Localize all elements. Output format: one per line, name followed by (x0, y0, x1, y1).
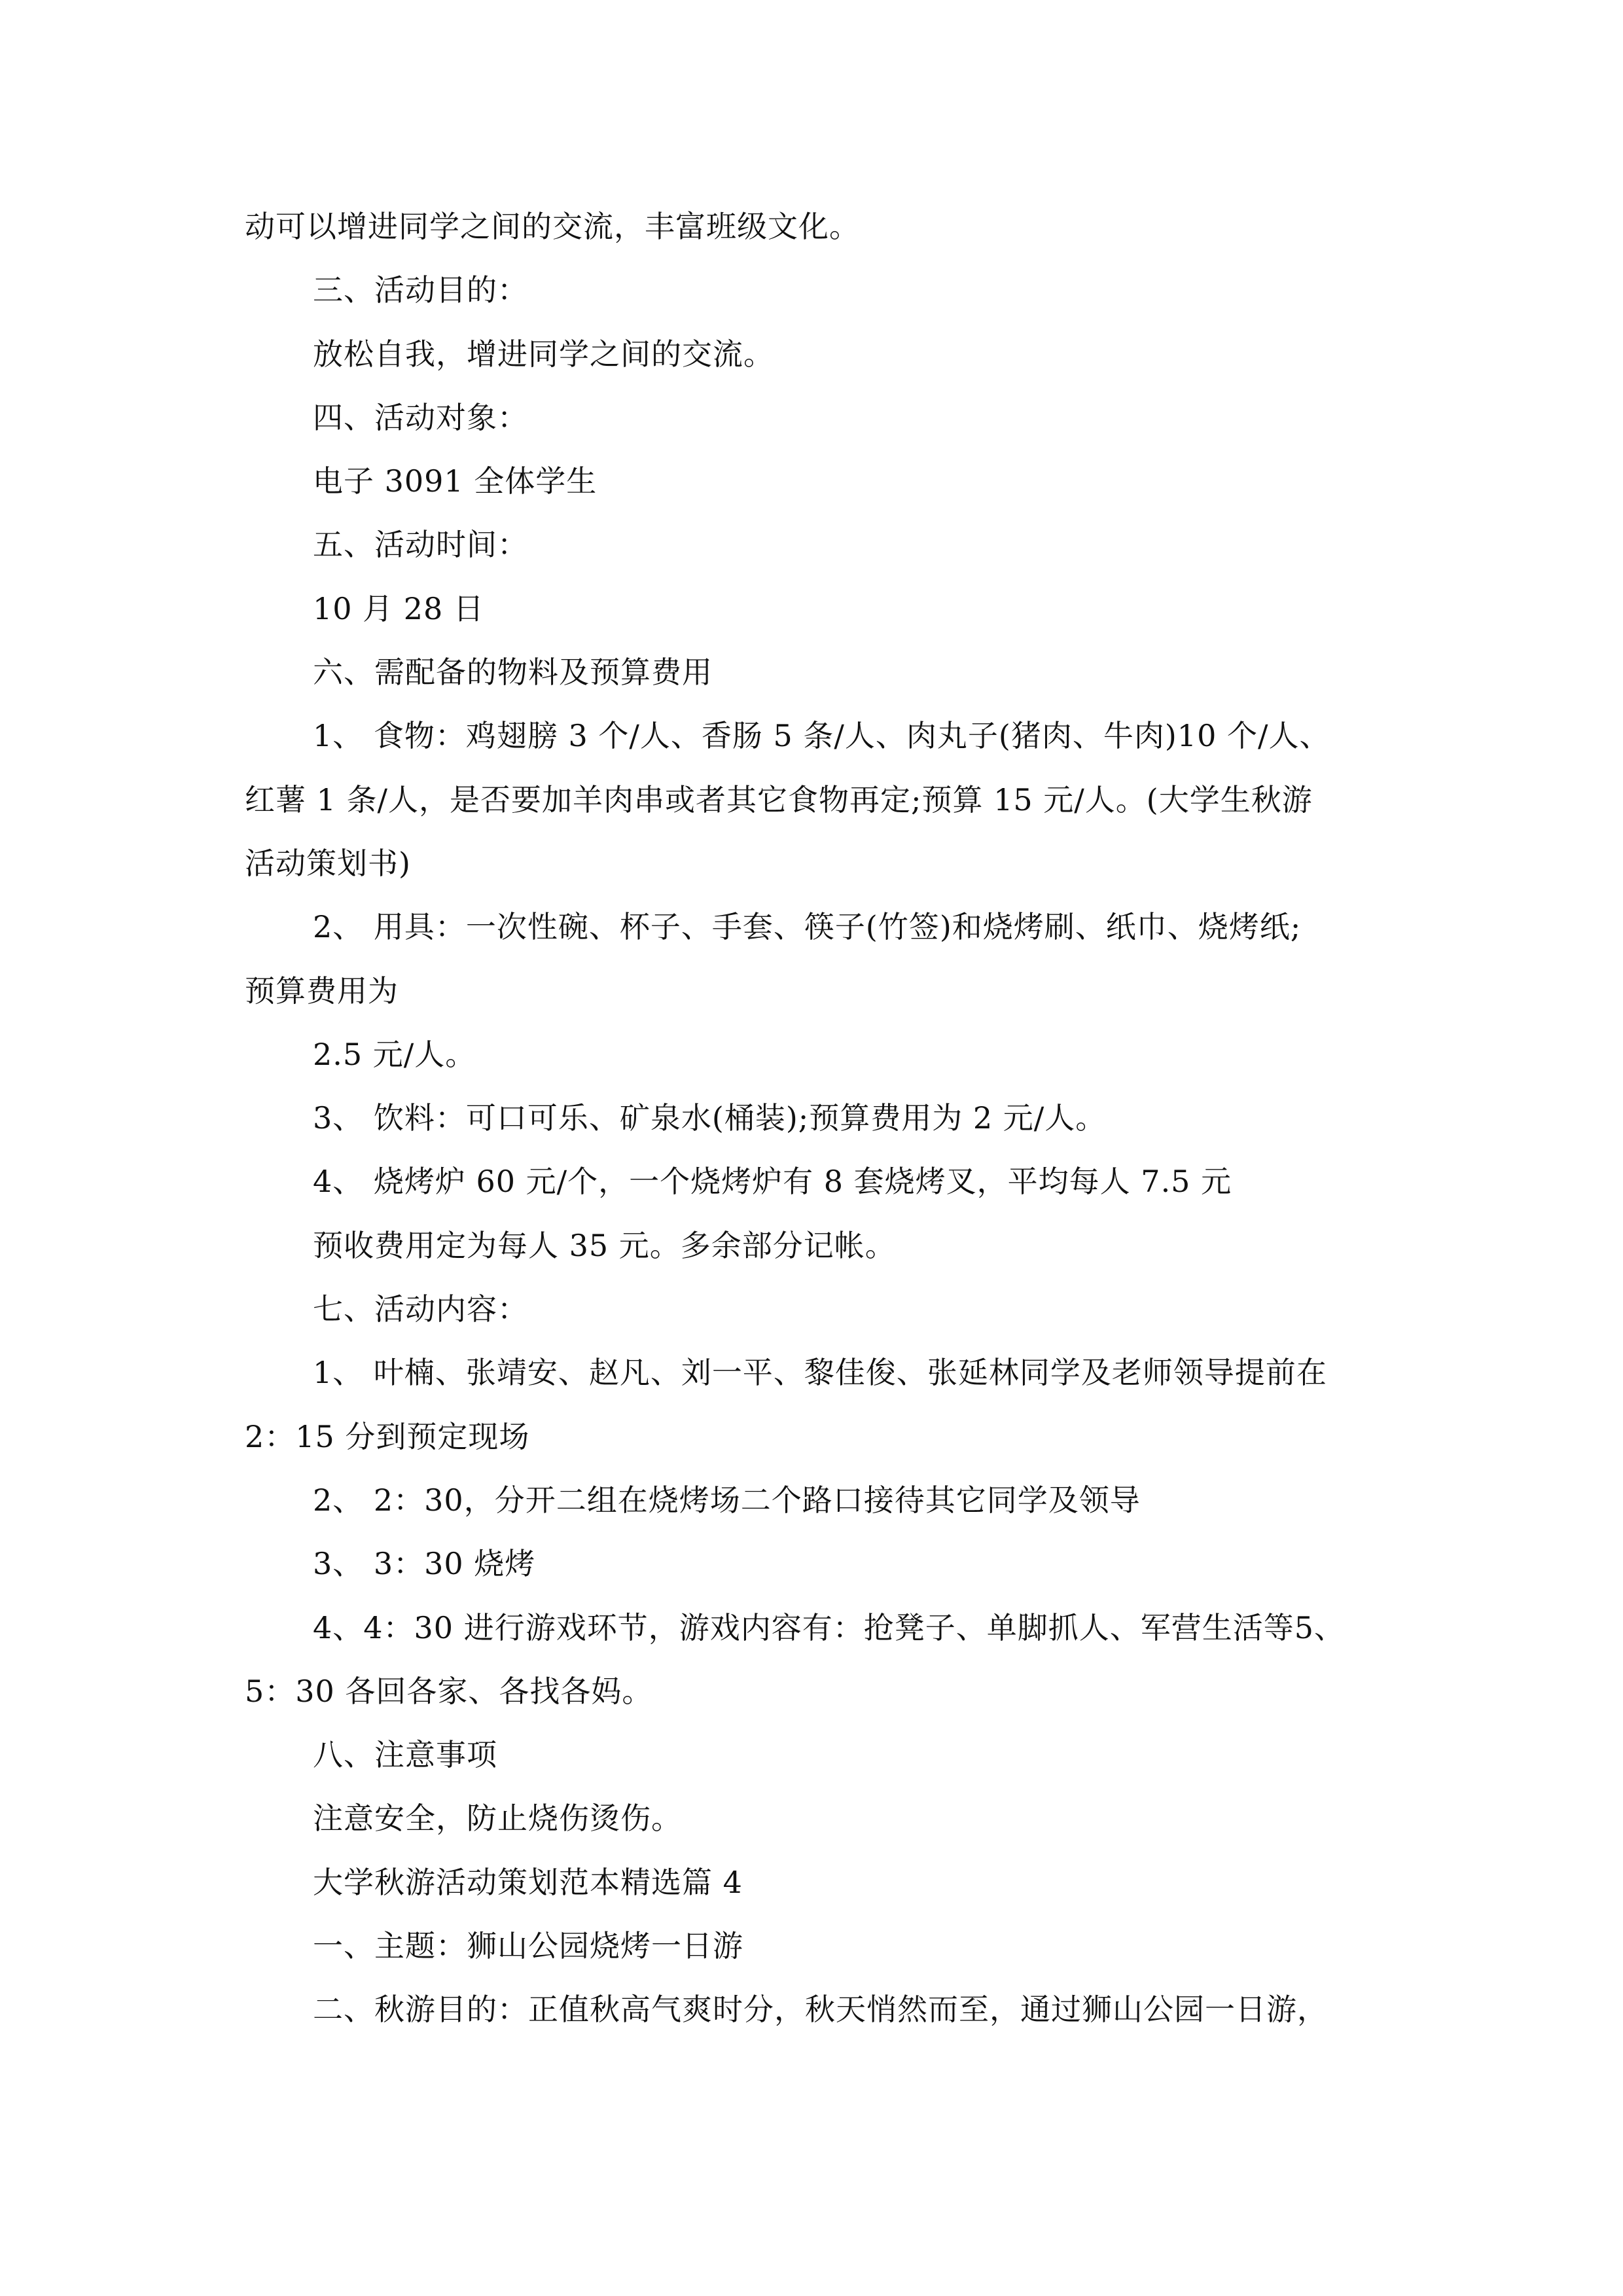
list-item: 3、 3：30 烧烤 (313, 1546, 536, 1582)
text-line: 预收费用定为每人 35 元。多余部分记帐。 (313, 1227, 896, 1263)
list-item: 1、 叶楠、张靖安、赵凡、刘一平、黎佳俊、张延林同学及老师领导提前在 (313, 1355, 1327, 1391)
list-item: 2、 2：30，分开二组在烧烤场二个路口接待其它同学及领导 (313, 1482, 1141, 1518)
section-heading: 八、注意事项 (313, 1737, 497, 1773)
document-section-title: 大学秋游活动策划范本精选篇 4 (313, 1864, 743, 1900)
text-line: 预算费用为 (245, 973, 399, 1009)
list-item: 1、 食物：鸡翅膀 3 个/人、香肠 5 条/人、肉丸子(猪肉、牛肉)10 个/人、 (313, 718, 1330, 754)
text-line: 红薯 1 条/人，是否要加羊肉串或者其它食物再定;预算 15 元/人。(大学生秋游 (245, 781, 1313, 817)
text-line: 5：30 各回各家、各找各妈。 (245, 1673, 653, 1709)
text-line: 活动策划书) (245, 845, 411, 881)
document-body (245, 195, 1410, 2042)
section-heading: 二、秋游目的：正值秋高气爽时分，秋天悄然而至，通过狮山公园一日游， (313, 1992, 1328, 2028)
section-heading: 六、需配备的物料及预算费用 (313, 655, 713, 691)
section-heading: 七、活动内容： (313, 1291, 528, 1327)
list-item: 2、 用具：一次性碗、杯子、手套、筷子(竹签)和烧烤刷、纸巾、烧烤纸; (313, 909, 1302, 945)
list-item: 4、 烧烤炉 60 元/个，一个烧烤炉有 8 套烧烤叉，平均每人 7.5 元 (313, 1164, 1232, 1200)
section-heading: 四、活动对象： (313, 399, 528, 435)
list-item: 4、4：30 进行游戏环节，游戏内容有：抢凳子、单脚抓人、军营生活等5、 (313, 1609, 1345, 1645)
text-line: 放松自我，增进同学之间的交流。 (313, 336, 774, 372)
text-line: 电子 3091 全体学生 (313, 463, 597, 499)
section-heading: 五、活动时间： (313, 527, 528, 563)
section-heading: 一、主题：狮山公园烧烤一日游 (313, 1928, 743, 1964)
text-line: 2.5 元/人。 (313, 1036, 476, 1072)
text-line: 10 月 28 日 (313, 590, 484, 626)
section-heading: 三、活动目的： (313, 272, 528, 308)
text-line: 2：15 分到预定现场 (245, 1418, 530, 1454)
list-item: 3、 饮料：可口可乐、矿泉水(桶装);预算费用为 2 元/人。 (313, 1100, 1107, 1136)
text-line: 注意安全，防止烧伤烫伤。 (313, 1801, 682, 1837)
text-line: 动可以增进同学之间的交流，丰富班级文化。 (245, 209, 860, 244)
